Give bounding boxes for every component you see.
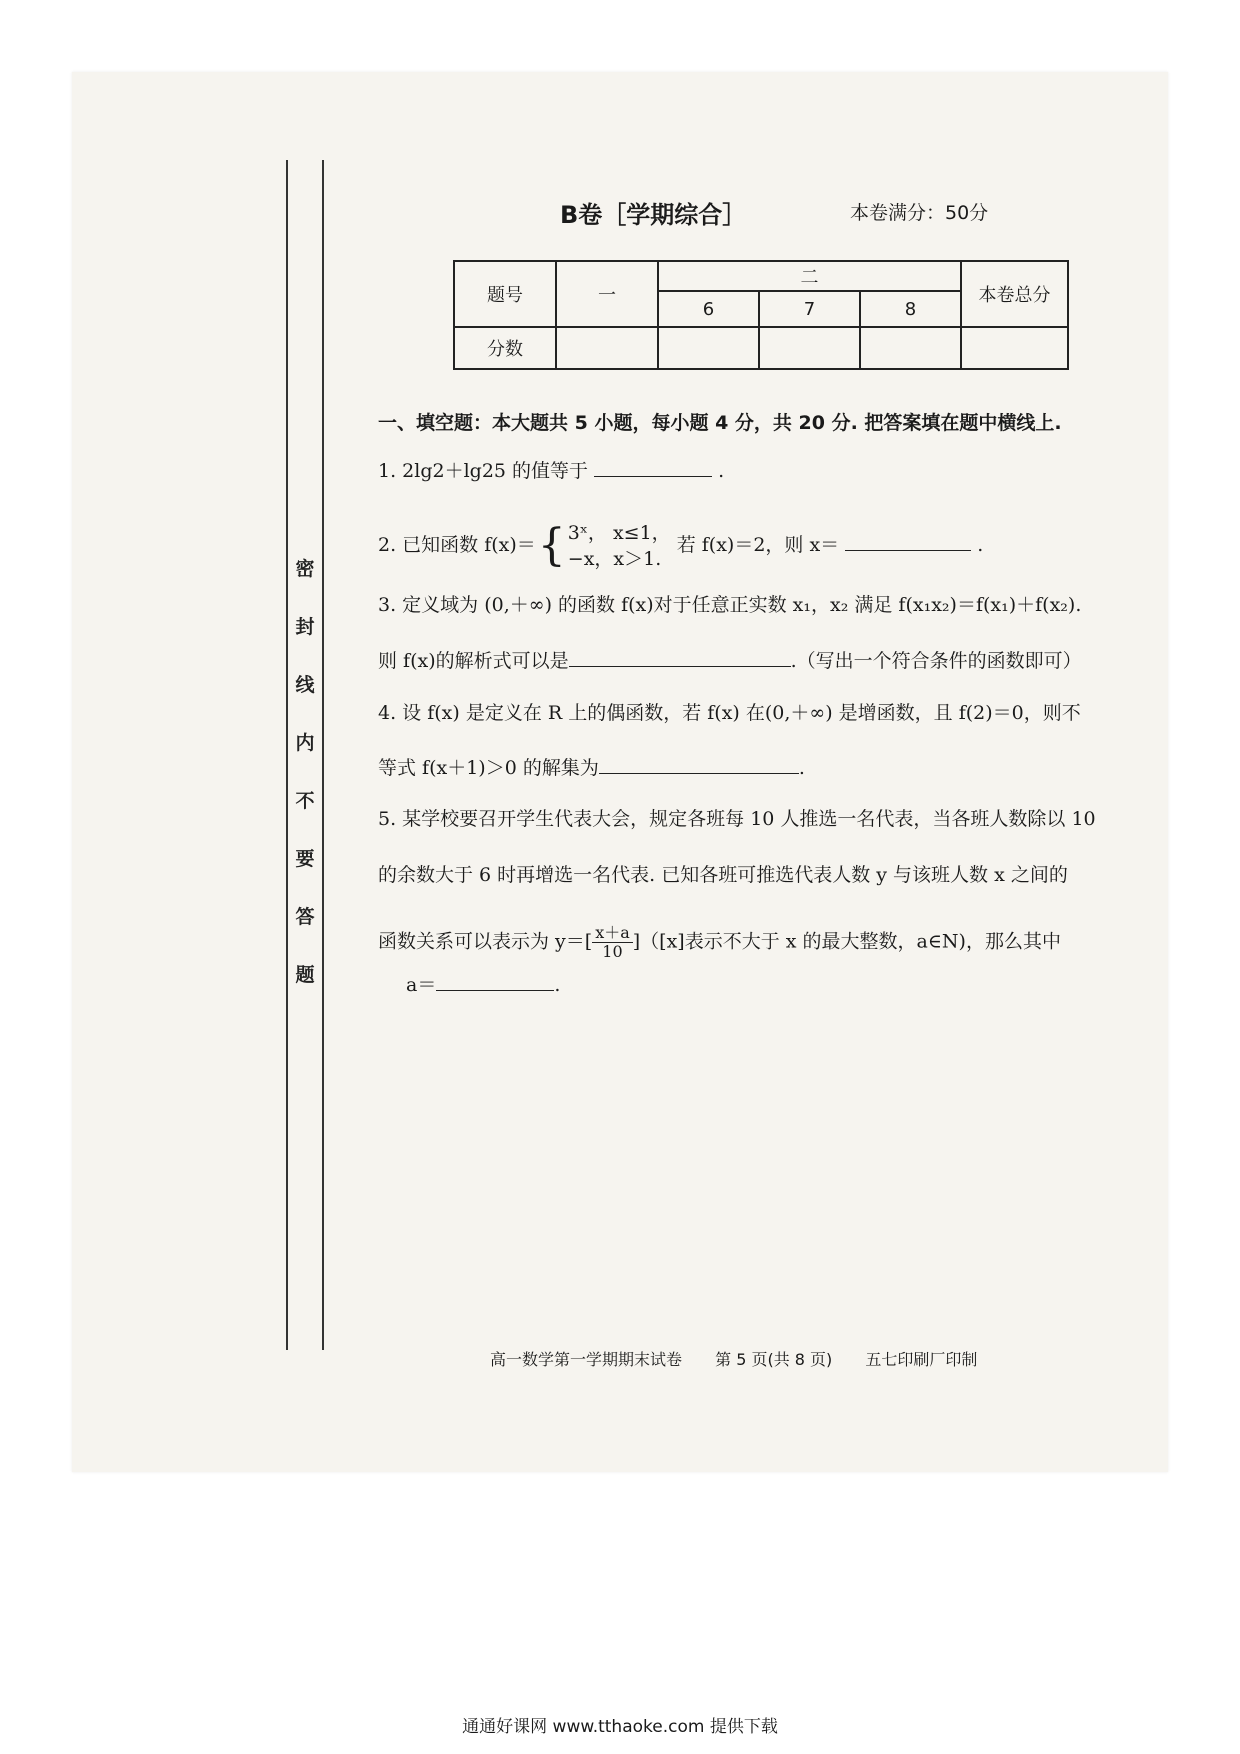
q5-answer-blank[interactable] [436,970,554,991]
question-5-line-3 [378,924,1061,961]
q2-case-1: 3ˣ， x≤1， [567,522,671,544]
seal-char: 不 [295,790,315,812]
header-part-two: 二 [658,261,961,291]
footer-exam-name: 高一数学第一学期期末试卷 [490,1350,683,1369]
binding-line-left [286,160,288,1350]
brace-icon: { [537,520,566,571]
fraction-denominator: 10 [602,942,623,961]
piecewise-cases [568,520,671,572]
q1-end: . [718,460,725,482]
question-5-line-2: 的余数大于 6 时再增选一名代表. 已知各班可推选代表人数 y 与该班人数 x 之间的 [378,864,1068,886]
paper-title: B卷［学期综合］ [560,201,747,229]
score-cell-q6 [658,327,759,369]
page-footer [490,1347,1005,1370]
q4-answer-blank[interactable] [599,753,799,774]
q3-answer-blank[interactable] [569,646,791,667]
header-total: 本卷总分 [961,261,1068,327]
seal-line-notice [292,540,318,1004]
q5-line3-prefix: 函数关系可以表示为 y＝[ [378,930,593,953]
seal-char: 密 [295,558,315,580]
fraction [592,924,633,961]
binding-line-right [322,160,324,1350]
section-heading: 一、填空题：本大题共 5 小题，每小题 4 分，共 20 分. 把答案填在题中横线上. [378,412,1062,434]
header-q7: 7 [759,291,860,327]
header-question-number: 题号 [454,261,556,327]
score-cell-q7 [759,327,860,369]
footer-page-number: 第 5 页(共 8 页) [715,1350,833,1369]
footer-printer: 五七印刷厂印制 [865,1350,978,1369]
score-cell-q8 [860,327,961,369]
score-cell-total [961,327,1068,369]
full-score: 本卷满分：50分 [850,202,989,224]
q1-text: 1. 2lg2＋lg25 的值等于 [378,460,589,482]
q4-end: . [798,757,805,779]
seal-char: 内 [295,732,315,754]
q3-suffix: .（写出一个符合条件的函数即可） [790,650,1082,672]
q3-prefix: 则 f(x)的解析式可以是 [378,650,569,672]
score-label: 分数 [454,327,556,369]
q2-middle: 若 f(x)＝2，则 x＝ [670,534,840,556]
download-watermark: 通通好课网 www.tthaoke.com 提供下载 [462,1717,778,1737]
q2-prefix: 2. 已知函数 f(x)＝ [378,534,536,556]
q5-line4-prefix: a＝ [406,974,437,996]
q4-prefix: 等式 f(x＋1)＞0 的解集为 [378,757,599,779]
q5-end: . [554,974,561,996]
seal-char: 要 [295,848,315,870]
header-part-one: 一 [556,261,658,327]
question-2 [378,520,983,572]
q5-line3-suffix: ]（[x]表示不大于 x 的最大整数，a∈N)，那么其中 [632,930,1061,953]
seal-char: 封 [295,616,315,638]
header-q8: 8 [860,291,961,327]
seal-char: 线 [295,674,315,696]
seal-char: 题 [295,964,315,986]
question-3-line-2 [378,646,1082,674]
score-cell-one [556,327,658,369]
q2-answer-blank[interactable] [845,530,971,551]
question-4-line-1: 4. 设 f(x) 是定义在 R 上的偶函数，若 f(x) 在(0,＋∞) 是增函数，且 f(2)＝0，则不 [378,702,1081,724]
question-3-line-1: 3. 定义域为 (0,＋∞) 的函数 f(x)对于任意正实数 x₁，x₂ 满足 f(x₁x₂)＝f(x₁)＋f(x₂). [378,594,1082,616]
question-4-line-2 [378,753,805,781]
question-5-line-1: 5. 某学校要召开学生代表大会，规定各班每 10 人推选一名代表，当各班人数除以 10 [378,808,1096,830]
q1-answer-blank[interactable] [594,456,712,477]
q2-case-2: −x，x＞1. [567,548,662,570]
q2-end: . [977,534,984,556]
seal-char: 答 [295,906,315,928]
question-5-line-4 [406,970,560,998]
question-1 [378,456,724,484]
header-q6: 6 [658,291,759,327]
score-table [453,260,1069,370]
fraction-numerator: x＋a [592,924,633,943]
